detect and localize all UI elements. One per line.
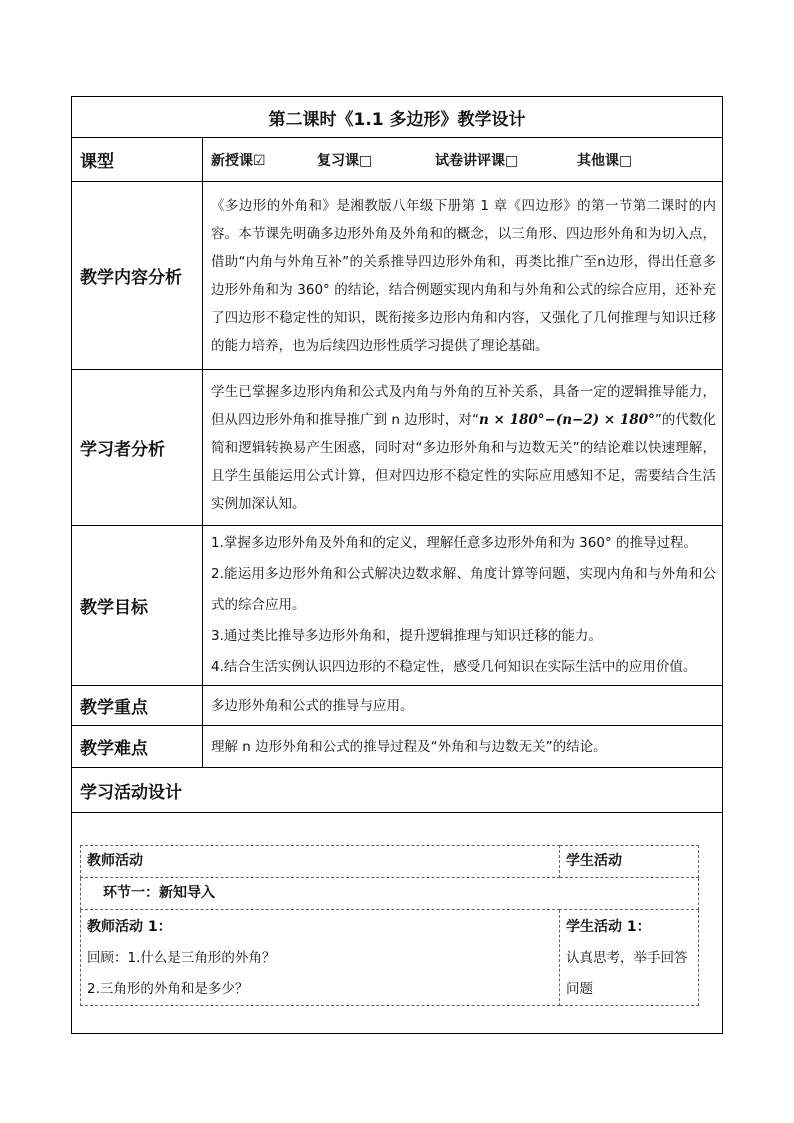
difficulties-row xyxy=(72,726,723,768)
teacher-activity-1 xyxy=(81,910,560,1006)
content-analysis-row xyxy=(72,182,723,370)
activity-design-area xyxy=(72,813,723,1034)
student-activity-header: 学生活动 xyxy=(560,846,699,878)
learner-analysis-formula: n × 180°−(n−2) × 180° xyxy=(478,411,655,428)
learner-analysis-text-1: 学生已掌握多边形内角和公式及内角与外角的互补关系，具备一定的逻辑推导能力，但从四边形外角和推导推广到 n 边形时，对“ xyxy=(211,383,717,428)
objective-item: 1.掌握多边形外角及外角和的定义，理解任意多边形外角和为 360° 的推导过程。 xyxy=(211,535,697,551)
learner-analysis-row xyxy=(72,370,723,526)
objectives-list xyxy=(203,526,723,686)
lesson-type-options xyxy=(203,138,723,182)
objective-item: 3.通过类比推导多边形外角和，提升逻辑推理与知识迁移的能力。 xyxy=(211,628,602,644)
key-points-text: 多边形外角和公式的推导与应用。 xyxy=(203,686,723,726)
objectives-label: 教学目标 xyxy=(72,526,203,686)
key-points-row xyxy=(72,686,723,726)
content-analysis-text: 《多边形的外角和》是湘教版八年级下册第 1 章《四边形》的第一节第二课时的内容。本节课先明确多边形外角及外角和的概念，以三角形、四边形外角和为切入点，借助“内角与外角互补”的关系推导四边形外角和，再类比推广至n边形，得出任意多边形外角和为 360° 的结论，结合例题实现内角和与外角和公式的综合应用，还补充了四边形不稳定性的知识，既衔接多边形内角和内容，又强化了几何推理与知识迁移的能力培养，也为后续四边形性质学习提供了理论基础。 xyxy=(203,182,723,370)
learner-analysis-text xyxy=(203,370,723,526)
lesson-type-review: 复习课□ xyxy=(317,152,373,169)
lesson-type-row xyxy=(72,138,723,182)
section-row xyxy=(81,878,699,910)
activity-table xyxy=(80,845,699,1006)
student-activity-1-title: 学生活动 1： xyxy=(566,919,651,935)
student-activity-1 xyxy=(560,910,699,1006)
teacher-activity-1-title: 教师活动 1： xyxy=(87,919,172,935)
content-analysis-label: 教学内容分析 xyxy=(72,182,203,370)
difficulties-label: 教学难点 xyxy=(72,726,203,768)
key-points-label: 教学重点 xyxy=(72,686,203,726)
objective-item: 2.能运用多边形外角和公式解决边数求解、角度计算等问题，实现内角和与外角和公式的综合应用。 xyxy=(211,566,717,613)
teacher-activity-1-line: 2.三角形的外角和是多少？ xyxy=(87,981,249,997)
section-1-title: 环节一：新知导入 xyxy=(81,878,699,910)
objectives-row xyxy=(72,526,723,686)
objective-item: 4.结合生活实例认识四边形的不稳定性，感受几何知识在实际生活中的应用价值。 xyxy=(211,659,697,675)
learner-analysis-label: 学习者分析 xyxy=(72,370,203,526)
teacher-activity-1-line: 回顾：1.什么是三角形的外角？ xyxy=(87,950,276,966)
activity-table-header xyxy=(81,846,699,878)
lesson-type-label: 课型 xyxy=(72,138,203,182)
activity-row-1 xyxy=(81,910,699,1006)
document-title: 第二课时《1.1 多边形》教学设计 xyxy=(72,97,723,138)
lesson-type-new: 新授课☑ xyxy=(211,152,266,169)
activity-design-label: 学习活动设计 xyxy=(72,768,723,813)
student-activity-1-text: 认真思考，举手回答问题 xyxy=(566,950,688,997)
lesson-type-exam-review: 试卷讲评课□ xyxy=(435,152,519,169)
lesson-plan xyxy=(71,96,722,1034)
difficulties-text: 理解 n 边形外角和公式的推导过程及“外角和与边数无关”的结论。 xyxy=(203,726,723,768)
teacher-activity-header: 教师活动 xyxy=(81,846,560,878)
lesson-type-other: 其他课□ xyxy=(577,152,633,169)
lesson-plan-table xyxy=(71,96,723,1034)
learner-analysis-text-2: ”的代数化简和逻辑转换易产生困惑，同时对“多边形外角和与边数无关”的结论难以快速理解，且学生虽能运用公式计算，但对四边形不稳定性的实际应用感知不足，需要结合生活实例加深认知。 xyxy=(211,411,717,512)
